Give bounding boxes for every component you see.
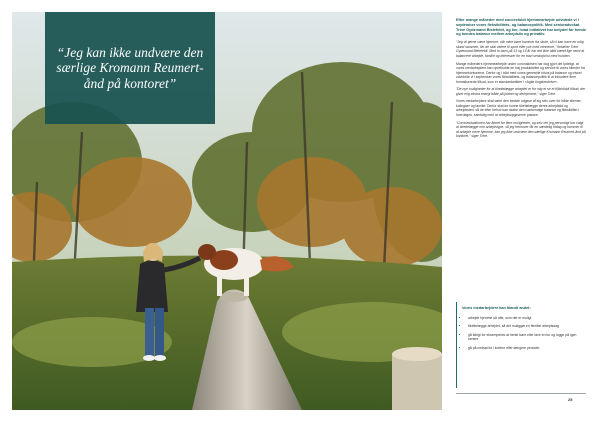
article-paragraph: "Coronasituationen har åbnet for flere muligheder, og selv om jeg personligt har valgt at tilrettelægge min arbejdstype, så jeg fremover får en særdelig fridag og kommer til at arbejde mere hjemme, kan jeg ikke undvære den særlige Kromann Reumert-ånd på kontoret," siger Trine. [456,120,586,139]
page-number: 25 [568,397,573,402]
pull-quote-box [45,12,215,124]
article-paragraph: "De nye muligheder for at tilrettelægge arbejdet er for mig et se et tillidsfuldt tilbud, der giver mig ekstra energi både på jobbet og derhjemme," siger Trine. [456,87,586,96]
article-lead: Efter mange måneder med succesfuldt hjemmearbejde udvidede vi i september vores fleksibilitets- og balancepolitik. Med senioradvokat Trine Gydemand Bielefeldt, og her, hvad initiativet har betydet for hende og hendes balance mellem arbejdsliv og privatliv. [456,18,586,37]
list-item: • gå tidligt for eksempelvis at hente børn eller lave en tur og logge på igen senere [468,333,586,342]
article-paragraph: Mange måneders hjemmearbejde under coronakrisen har dog gjort det tydeligt, at vores medarbejdere kan opretholde en høj produktivitet og service til vores klienter fra hjemmekontorerne. Derfor og i tråd med vores generelle fokus på balance og trivsel udvidede vi i september vores fleksibilitets- og balancepolitik til at inkludere flere formaliserede tilbud, som er standardartikler i «Agile ringsbeskrive». [456,61,585,84]
fact-box-title: Vores medarbejdere kan blandt andet: [462,306,531,310]
article-column [456,18,586,142]
fact-box-list [462,316,586,351]
list-item: • arbejde hjemme så ofte, som det er muligt [468,316,586,321]
footer-rule [456,393,586,394]
list-item: • gå på nedsat tid i kortere eller længere perioder. [468,346,586,351]
list-item: • tilrettelægge arbejdet, så det muliggør en flexibel arbejdsdag [468,324,586,329]
fact-box [456,302,586,388]
article-paragraph: Vores medarbejdere skal være den bedste udgave af sig selv over for både klienter, kollegaer og familie. Derfor skal de kunne tilrettelægge deres arbejdstid og arbejdssted, så de efter behov kan skabe den nødvendige balance og fleksibilitet i hverdagen, samtidig med at arbejdsopgaverne passes. [456,99,582,117]
pull-quote: “Jeg kan ikke undvære den særlige Kromann Reumert-ånd på kontoret” [56,44,204,91]
article-paragraph: "Jeg vil gerne være hjemme, når mine børn kommer fra skole, så vi kan have en rolig stund sammen, før de skal videre til sport eller yve med vennerne," fortæller Trine Gydemand Bielefeldt. Med to børn på 13 og 15 år har det ikke altid været lige nemt at balancere arbejde, familie og interesser for en travl seniorjurist med hunden. [456,40,585,58]
